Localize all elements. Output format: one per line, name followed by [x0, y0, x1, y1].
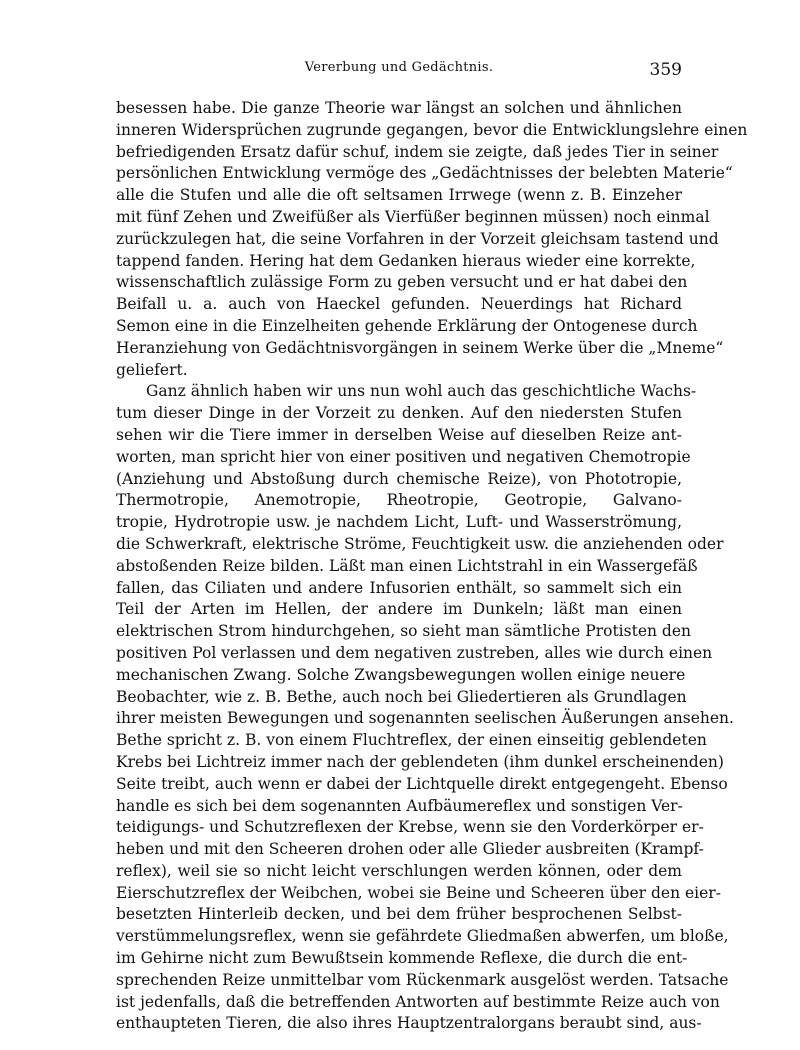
text-line: heben und mit den Scheeren drohen oder alle Glieder ausbreiten (Krampf-: [116, 840, 704, 859]
text-line: Heranziehung von Gedächtnisvorgängen in seinem Werke über die „Mneme“: [116, 338, 724, 357]
text-line: Thermotropie, Anemotropie, Rheotropie, Geotropie, Galvano-: [116, 491, 682, 510]
text-line: geliefert.: [116, 360, 188, 379]
text-line: fallen, das Ciliaten und andere Infusorien enthält, so sammelt sich ein: [116, 578, 682, 597]
text-line: elektrischen Strom hindurchgehen, so sieht man sämtliche Protisten den: [116, 622, 691, 641]
text-line: Ganz ähnlich haben wir uns nun wohl auch das geschichtliche Wachs-: [146, 382, 697, 401]
paragraph: [116, 98, 748, 381]
text-line: Teil der Arten im Hellen, der andere im Dunkeln; läßt man einen: [116, 600, 682, 619]
text-line: (Anziehung und Abstoßung durch chemische Reize), von Phototropie,: [116, 469, 682, 488]
text-line: Krebs bei Lichtreiz immer nach der geblendeten (ihm dunkel erscheinenden): [116, 752, 724, 771]
text-line: persönlichen Entwicklung vermöge des „Gedächtnisses der belebten Materie“: [116, 164, 733, 183]
text-line: Semon eine in die Einzelheiten gehende Erklärung der Ontogenese durch: [116, 316, 698, 335]
text-line: abstoßenden Reize bilden. Läßt man einen Lichtstrahl in ein Wassergefäß: [116, 556, 698, 575]
text-line: handle es sich bei dem sogenannten Aufbäumereflex und sonstigen Ver-: [116, 796, 683, 815]
body-text: [116, 98, 748, 1035]
text-line: besessen habe. Die ganze Theorie war längst an solchen und ähnlichen: [116, 99, 682, 117]
page-number: 359: [649, 60, 682, 80]
text-line: sprechenden Reize unmittelbar vom Rückenmark ausgelöst werden. Tatsache: [116, 970, 729, 989]
text-line: mit fünf Zehen und Zweifüßer als Vierfüßer beginnen müssen) noch einmal: [116, 207, 710, 226]
page-header: [116, 60, 682, 84]
text-line: positiven Pol verlassen und dem negativen zustreben, alles wie durch einen: [116, 643, 713, 662]
paragraph: [116, 381, 734, 1035]
text-line: zurückzulegen hat, die seine Vorfahren in der Vorzeit gleichsam tastend und: [116, 229, 719, 248]
text-line: die Schwerkraft, elektrische Ströme, Feuchtigkeit usw. die anziehenden oder: [116, 534, 724, 553]
text-line: tum dieser Dinge in der Vorzeit zu denken. Auf den niedersten Stufen: [116, 404, 682, 423]
text-line: Beifall u. a. auch von Haeckel gefunden. Neuerdings hat Richard: [116, 295, 682, 314]
text-line: tappend fanden. Hering hat dem Gedanken hieraus wieder eine korrekte,: [116, 251, 696, 270]
text-line: mechanischen Zwang. Solche Zwangsbewegungen wollen einige neuere: [116, 665, 686, 684]
text-line: ihrer meisten Bewegungen und sogenannten seelischen Äußerungen ansehen.: [116, 709, 734, 728]
text-line: wissenschaftlich zulässige Form zu geben versucht und er hat dabei den: [116, 273, 688, 292]
text-line: Bethe spricht z. B. von einem Fluchtreflex, der einen einseitig geblendeten: [116, 731, 707, 750]
text-line: Beobachter, wie z. B. Bethe, auch noch bei Gliedertieren als Grundlagen: [116, 687, 687, 706]
text-line: inneren Widersprüchen zugrunde gegangen, bevor die Entwicklungslehre einen: [116, 120, 748, 139]
text-line: im Gehirne nicht zum Bewußtsein kommende Reflexe, die durch die ent-: [116, 949, 688, 968]
text-line: enthaupteten Tieren, die also ihres Hauptzentralorgans beraubt sind, aus-: [116, 1014, 702, 1033]
text-line: Seite treibt, auch wenn er dabei der Lichtquelle direkt entgegengeht. Ebenso: [116, 774, 728, 793]
text-line: Eierschutzreflex der Weibchen, wobei sie Beine und Scheeren über den eier-: [116, 883, 721, 902]
text-line: reflex), weil sie so nicht leicht verschlungen werden können, oder dem: [116, 861, 682, 880]
text-line: sehen wir die Tiere immer in derselben Weise auf dieselben Reize ant-: [116, 425, 682, 444]
text-line: verstümmelungsreflex, wenn sie gefährdete Gliedmaßen abwerfen, um bloße,: [116, 927, 729, 946]
text-line: teidigungs- und Schutzreflexen der Krebse, wenn sie den Vorderkörper er-: [116, 818, 704, 837]
running-title: Vererbung und Gedächtnis.: [304, 60, 494, 75]
text-line: befriedigenden Ersatz dafür schuf, indem sie zeigte, daß jedes Tier in seiner: [116, 142, 719, 161]
text-line: tropie, Hydrotropie usw. je nachdem Licht, Luft- und Wasserströmung,: [116, 513, 682, 532]
text-line: besetzten Hinterleib decken, und bei dem früher besprochenen Selbst-: [116, 905, 682, 924]
text-line: alle die Stufen und alle die oft seltsamen Irrwege (wenn z. B. Einzeher: [116, 186, 682, 205]
text-line: worten, man spricht hier von einer positiven und negativen Chemotropie: [116, 447, 691, 466]
text-line: ist jedenfalls, daß die betreffenden Antworten auf bestimmte Reize auch von: [116, 992, 720, 1011]
